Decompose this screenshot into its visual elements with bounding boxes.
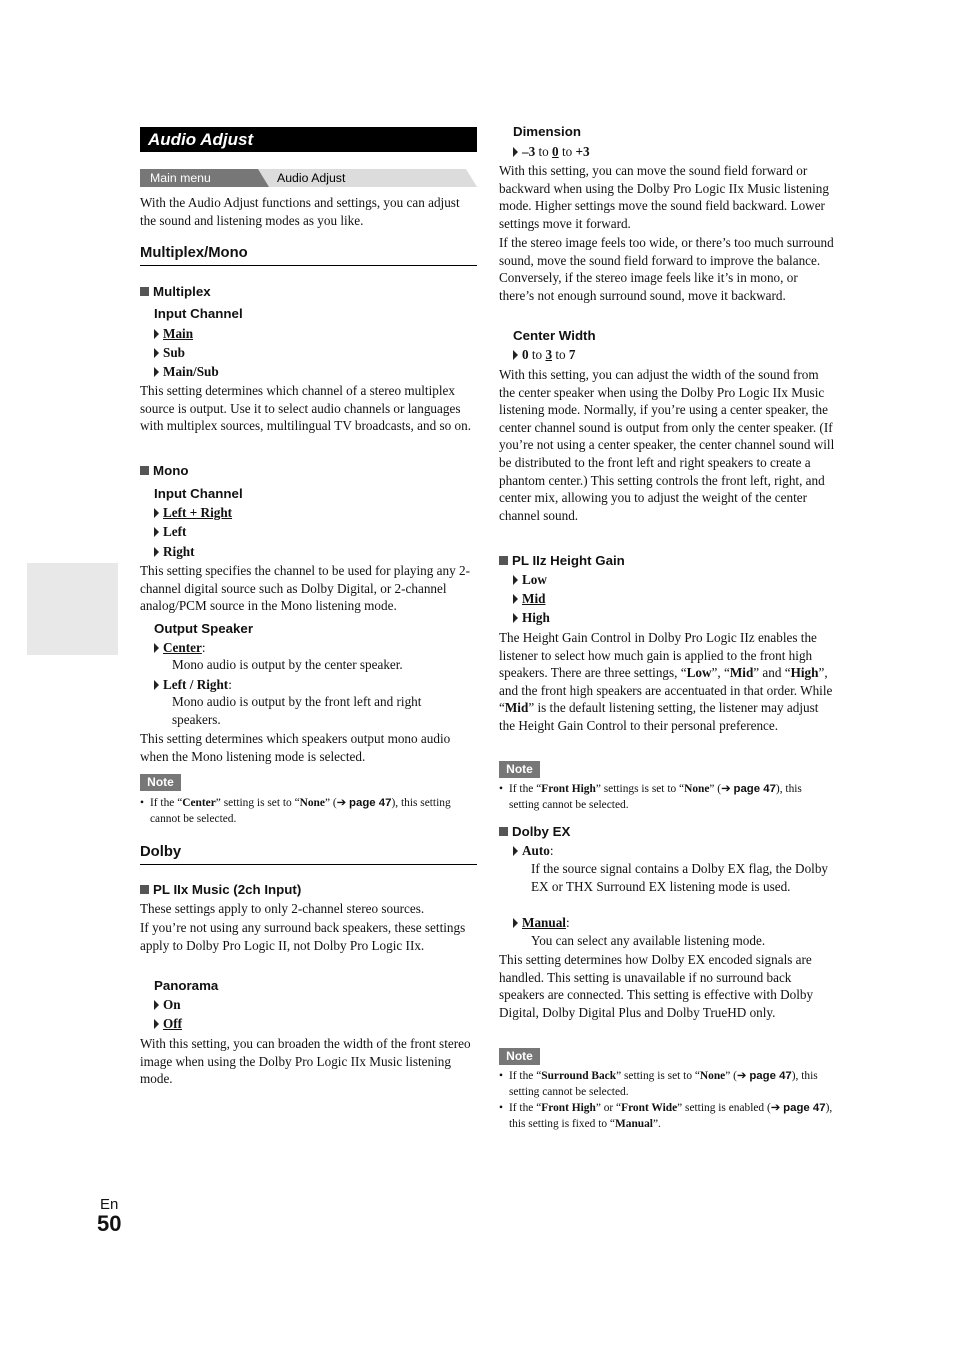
square-bullet-icon bbox=[140, 466, 149, 475]
triangle-bullet-icon bbox=[513, 350, 518, 360]
triangle-bullet-icon bbox=[154, 508, 159, 518]
triangle-bullet-icon bbox=[154, 348, 159, 358]
page-language: En bbox=[100, 1196, 119, 1213]
triangle-bullet-icon bbox=[154, 329, 159, 339]
triangle-bullet-icon bbox=[513, 846, 518, 856]
note-front-high: • If the “Front High” settings is set to “None” (➔ page 47), this setting cannot be selected. bbox=[499, 783, 802, 811]
option-center: Center: bbox=[154, 639, 205, 656]
center-width-desc: With this setting, you can adjust the width of the sound from the center speaker when using the Dolby Pro Logic IIx Music listening mode. Normally, if you’re using a center speaker, the center channel sound is output from only the center speaker. (If you’re not using a center speaker, the center channel sound will be distributed to the front left and right speakers to create a phantom center.) This setting controls the front left, right, and center mix, allowing you to adjust the weight of the center channel sound. bbox=[499, 367, 835, 523]
mono-input-channel-label: Input Channel bbox=[154, 486, 243, 501]
option-low: Low bbox=[513, 571, 547, 588]
pl2x-desc2: If you’re not using any surround back speakers, these settings apply to Dolby Pro Logic II, not Dolby Pro Logic IIx. bbox=[140, 920, 466, 953]
panorama-desc: With this setting, you can broaden the width of the front stereo image when using the Dolby Pro Logic IIx Music listening mode. bbox=[140, 1036, 471, 1087]
multiplex-desc: This setting determines which channel of a stereo multiplex source is output. Use it to select audio channels or languages with multiplex sources, multilingual TV broadcasts, and so on. bbox=[140, 383, 471, 434]
multiplex-title: Multiplex bbox=[140, 283, 211, 300]
triangle-bullet-icon bbox=[154, 1000, 159, 1010]
dolby-heading: Dolby bbox=[140, 843, 477, 865]
left-right-desc: Mono audio is output by the front left and right speakers. bbox=[172, 694, 422, 727]
center-width-range: 0 to 3 to 7 bbox=[513, 346, 576, 363]
note-tag: Note bbox=[499, 1048, 540, 1065]
mono-desc: This setting specifies the channel to be used for playing any 2-channel digital source such as Dolby Digital, or 2-channel analog/PCM source in the Mono listening mode. bbox=[140, 563, 470, 614]
output-speaker-label: Output Speaker bbox=[154, 621, 254, 636]
mono-title: Mono bbox=[140, 462, 188, 479]
multiplex-mono-heading: Multiplex/Mono bbox=[140, 244, 477, 266]
panorama-label: Panorama bbox=[154, 978, 219, 993]
intro-text: With the Audio Adjust functions and settings, you can adjust the sound and listening modes as you like. bbox=[140, 195, 460, 228]
option-left: Left bbox=[154, 523, 186, 540]
option-sub: Sub bbox=[154, 344, 185, 361]
option-mid: Mid bbox=[513, 590, 545, 607]
note-center: • If the “Center” setting is set to “None” (➔ page 47), this setting cannot be selected. bbox=[140, 797, 451, 825]
dimension-desc1: With this setting, you can move the sound field forward or backward when using the Dolby Pro Logic IIx Music listening mode. Higher settings move the sound field backward. Lower settings move it forward. bbox=[499, 163, 829, 231]
square-bullet-icon bbox=[499, 827, 508, 836]
side-tab bbox=[27, 563, 118, 655]
option-on: On bbox=[154, 996, 181, 1013]
triangle-bullet-icon bbox=[154, 367, 159, 377]
breadcrumb-main-menu: Main menu bbox=[150, 171, 211, 185]
breadcrumb bbox=[140, 169, 477, 187]
triangle-bullet-icon bbox=[154, 547, 159, 557]
triangle-bullet-icon bbox=[154, 680, 159, 690]
plz-title: PL IIz Height Gain bbox=[499, 552, 625, 569]
multiplex-input-channel-label: Input Channel bbox=[154, 306, 243, 321]
triangle-bullet-icon bbox=[154, 1019, 159, 1029]
dimension-label: Dimension bbox=[513, 124, 581, 139]
option-right: Right bbox=[154, 543, 195, 560]
manual-desc: You can select any available listening mode. bbox=[531, 933, 766, 948]
note-tag: Note bbox=[140, 774, 181, 791]
option-left-right: Left + Right bbox=[154, 504, 232, 521]
triangle-bullet-icon bbox=[513, 613, 518, 623]
option-auto: Auto: bbox=[513, 842, 554, 859]
dimension-range: –3 to 0 to +3 bbox=[513, 143, 590, 160]
option-manual: Manual: bbox=[513, 914, 570, 931]
triangle-bullet-icon bbox=[513, 918, 518, 928]
dolby-ex-title: Dolby EX bbox=[499, 823, 570, 840]
option-off: Off bbox=[154, 1015, 182, 1032]
option-main: Main bbox=[154, 325, 193, 342]
pl2x-desc1: These settings apply to only 2-channel stereo sources. bbox=[140, 901, 425, 916]
dolby-ex-desc: This setting determines how Dolby EX encoded signals are handled. This setting is unavailable if no surround back speakers are connected. This setting is effective with Dolby Digital, Dolby Digital Plus and Dolby TrueHD only. bbox=[499, 952, 814, 1020]
triangle-bullet-icon bbox=[154, 643, 159, 653]
breadcrumb-audio-adjust: Audio Adjust bbox=[277, 171, 346, 185]
auto-desc: If the source signal contains a Dolby EX flag, the Dolby EX or THX Surround EX listening mode is used. bbox=[531, 861, 829, 894]
square-bullet-icon bbox=[140, 287, 149, 296]
option-left-slash-right: Left / Right: bbox=[154, 676, 232, 693]
note-dolby-ex: • If the “Surround Back” setting is set to “None” (➔ page 47), this setting cannot be selected. • If the “Front High” or “Front Wide” setting is enabled (➔ page 47), this setting is fixed to “Manual”. bbox=[499, 1070, 833, 1130]
square-bullet-icon bbox=[499, 556, 508, 565]
option-high: High bbox=[513, 609, 550, 626]
output-speaker-desc: This setting determines which speakers output mono audio when the Mono listening mode is selected. bbox=[140, 731, 451, 764]
center-desc: Mono audio is output by the center speaker. bbox=[172, 657, 403, 672]
center-width-label: Center Width bbox=[513, 328, 596, 343]
page-number: 50 bbox=[97, 1211, 122, 1236]
option-main-sub: Main/Sub bbox=[154, 363, 219, 380]
note-tag: Note bbox=[499, 761, 540, 778]
square-bullet-icon bbox=[140, 885, 149, 894]
triangle-bullet-icon bbox=[513, 147, 518, 157]
plz-desc: The Height Gain Control in Dolby Pro Logic IIz enables the listener to select how much gain is applied to the front high speakers. There are three settings, “Low”, “Mid” and “High”, and the front high speakers are accentuated in that order. While “Mid” is the default listening setting, the listener may adjust the Height Gain Control to their personal preference. bbox=[499, 630, 833, 733]
section-banner: Audio Adjust bbox=[140, 127, 477, 152]
pl2x-title: PL IIx Music (2ch Input) bbox=[140, 881, 301, 898]
dimension-desc2: If the stereo image feels too wide, or there’s too much surround sound, move the sound field forward to improve the balance. Conversely, if the stereo image feels like it’s in mono, or there’s not enough surround sound, move it backward. bbox=[499, 235, 834, 303]
triangle-bullet-icon bbox=[513, 594, 518, 604]
triangle-bullet-icon bbox=[154, 527, 159, 537]
triangle-bullet-icon bbox=[513, 575, 518, 585]
